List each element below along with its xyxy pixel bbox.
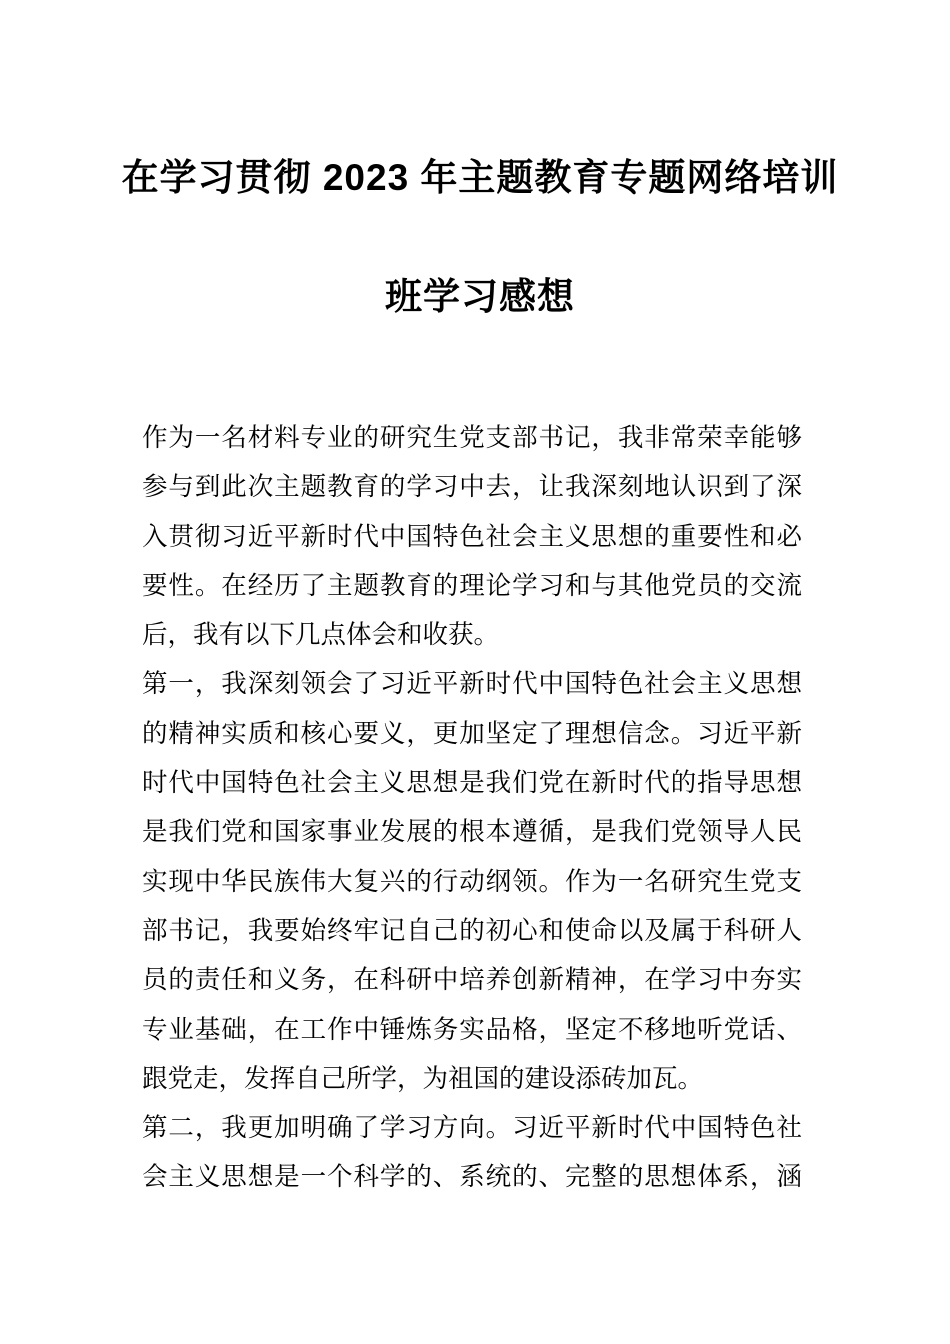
body-line: 部书记，我要始终牢记自己的初心和使命以及属于科研人: [142, 916, 802, 945]
body-line: 员的责任和义务，在科研中培养创新精神，在学习中夯实: [142, 966, 802, 995]
document-title-line-1: 在学习贯彻 2023 年主题教育专题网络培训: [121, 157, 839, 198]
document-title-line-2: 班学习感想: [385, 276, 575, 317]
body-line: 第二，我更加明确了学习方向。习近平新时代中国特色社: [142, 1114, 802, 1143]
body-line: 作为一名材料专业的研究生党支部书记，我非常荣幸能够: [142, 424, 802, 452]
document-title: [0, 118, 950, 356]
body-line: 时代中国特色社会主义思想是我们党在新时代的指导思想: [142, 769, 802, 798]
document-body: [142, 414, 802, 1203]
body-line: 实现中华民族伟大复兴的行动纲领。作为一名研究生党支: [142, 867, 802, 896]
body-line: 是我们党和国家事业发展的根本遵循，是我们党领导人民: [142, 818, 802, 847]
body-line: 参与到此次主题教育的学习中去，让我深刻地认识到了深: [142, 473, 802, 502]
body-line: 第一，我深刻领会了习近平新时代中国特色社会主义思想: [142, 670, 802, 699]
body-line: 要性。在经历了主题教育的理论学习和与其他党员的交流: [142, 571, 802, 600]
body-line: 跟党走，发挥自己所学，为祖国的建设添砖加瓦。: [142, 1064, 704, 1093]
body-line: 后，我有以下几点体会和收获。: [142, 621, 500, 650]
body-line: 专业基础，在工作中锤炼务实品格，坚定不移地听党话、: [142, 1015, 802, 1044]
body-line: 入贯彻习近平新时代中国特色社会主义思想的重要性和必: [142, 522, 802, 551]
body-line: 的精神实质和核心要义，更加坚定了理想信念。习近平新: [142, 719, 802, 748]
body-line: 会主义思想是一个科学的、系统的、完整的思想体系，涵: [142, 1163, 802, 1192]
